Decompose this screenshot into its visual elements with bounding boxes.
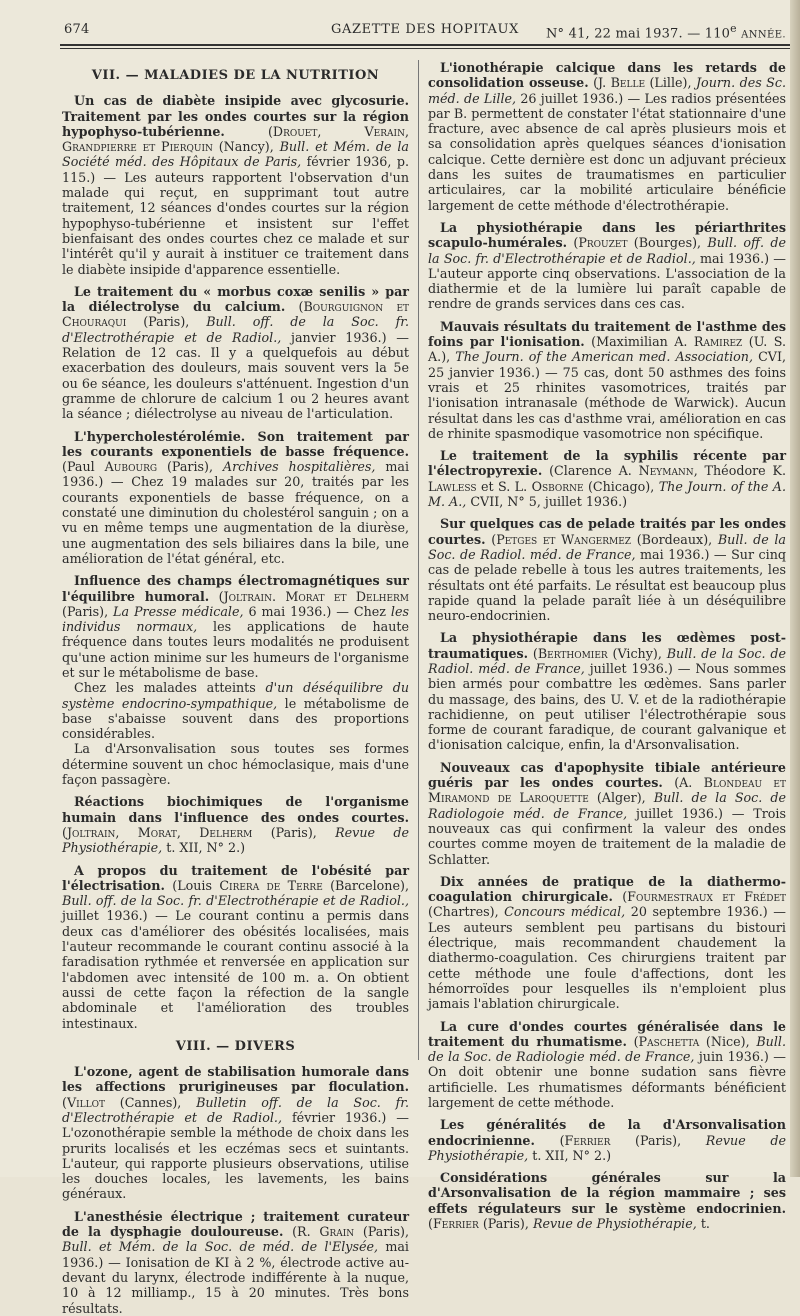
abstract-title: Le traitement du « morbus coxæ senilis » par la diélectrolyse du calcium.: [62, 283, 409, 315]
abstract-authors: Berthomier: [537, 645, 608, 661]
abstract-source: La Presse médicale,: [113, 603, 244, 619]
abstract-text: 6 mai 1936.) — Chez: [243, 603, 391, 619]
abstract-source: Concours médical,: [504, 904, 626, 920]
abstract-title: La cure d'ondes courtes généralisée dans le traitement du rhumatisme.: [428, 1018, 786, 1049]
column-divider: [418, 60, 419, 1060]
abstract-text: , Théodore K.: [693, 463, 786, 479]
abstract-anesthesie: [62, 1209, 409, 1316]
abstract-paren: (: [528, 645, 538, 661]
abstract-title: Un cas de diabète insipide avec glycosurie. Traitement par les ondes courtes sur la région hypophyso-tubérienne.: [62, 93, 409, 139]
abstract-ozone: [62, 1064, 409, 1202]
abstract-emphasis: d'un déséquilibre du système endocrino-sympathique,: [62, 680, 409, 711]
abstract-coxae: [62, 284, 409, 422]
section-title-vii: VII. — MALADIES DE LA NUTRITION: [91, 68, 380, 83]
abstract-paren: (: [567, 235, 579, 251]
abstract-place: (Barcelone),: [322, 877, 409, 893]
abstract-text: CVI, 25 janvier 1936.) — 75 cas, dont 50 asthmes des foins vrais et 25 rhinites vasomotrices, traités par l'ionisation intranasale (méthode de Warwick). Aucun résultat dans les cas d'asthme vrai, amélioration en cas de rhinite spasmodique vasomotrice non spécifique.: [428, 349, 787, 441]
abstract-authors: Ferrier: [564, 1132, 611, 1148]
abstract-source: The Journ. of the A. M. A.,: [428, 478, 786, 510]
abstract-obesite: [62, 863, 409, 1031]
abstract-oedemes: [428, 630, 786, 752]
abstract-paren: (Paul: [62, 459, 105, 475]
abstract-place: (Bourges),: [627, 235, 708, 251]
abstract-paren: (Louis: [164, 877, 220, 893]
abstract-authors: Lawless: [428, 478, 477, 494]
abstract-source: Bull. de la Soc. de Radiologoie méd. de France,: [428, 790, 787, 821]
abstract-text: mai 1936.) — Chez 19 malades sur 20, traités par les courants exponentiels de basse fréquence, on a constaté une diminution du cholestérol sanguin ; on a vu en même temps une augmentation de la diurèse, une augmentation des sels biliaires dans la bile, une amélioration de l'état général, etc.: [62, 459, 410, 566]
abstract-title: La physiothérapie dans les périarthrites scapulo-humérales.: [428, 219, 786, 251]
abstract-authors: Ferrier: [432, 1216, 479, 1232]
abstract-text: les applications de haute fréquence dans toutes leurs modalités ne produisent qu'une action minime sur les humeurs de l'organisme et sur le métabolisme de base.: [62, 619, 409, 680]
abstract-source: Bull. off. de la Soc. fr. d'Electrothérapie et de Radiol.,: [62, 893, 409, 909]
abstract-title: L'hypercholestérolémie. Son traitement par les courants exponentiels de basse fréquence.: [62, 428, 409, 459]
abstract-paren: (J.: [588, 75, 611, 91]
abstract-diathermo: [428, 874, 786, 1012]
abstract-authors: Petges et Wangermez: [496, 531, 632, 547]
left-column: [62, 60, 410, 1316]
abstract-apophysite: [428, 760, 786, 867]
abstract-source: Bull. off. de la Soc. fr. d'Electrothérapie et de Radiol.,: [428, 235, 787, 266]
abstract-authors: Ramirez: [693, 334, 743, 350]
abstract-text: t. XII, N° 2.): [528, 1147, 612, 1163]
abstract-authors: Paschetta: [638, 1033, 700, 1049]
abstract-text: le métabolisme de base s'abaisse souvent dans des proportions considérables.: [62, 695, 409, 742]
abstract-authors: Aubourg: [104, 459, 158, 475]
abstract-place: (Chicago),: [583, 478, 659, 494]
abstract-place: (Paris),: [126, 314, 207, 330]
issue-sup: e: [730, 22, 737, 35]
abstract-authors: Grain: [319, 1224, 355, 1240]
abstract-title: Considérations générales sur la d'Arsonvalisation de la région mammaire ; ses effets régulateurs sur le système endocrinien.: [428, 1170, 786, 1216]
abstract-text: 20 septembre 1936.) — Les auteurs semblent peu partisans du bistouri électrique, mais recommandent chaudement la diathermo-coagulation. Ces chirurgiens traitent par cette méthode une foule d'affections, dont les hémorroïdes pour lesquelles ils n'emploient plus jamais l'ablation chirurgicale.: [428, 904, 786, 1012]
abstract-text: t. XII, N° 2.): [162, 840, 246, 856]
abstract-text: et S. L.: [476, 478, 532, 494]
abstract-title: Mauvais résultats du traitement de l'asthme des foins par l'ionisation.: [428, 318, 786, 350]
abstract-authors: Joltrain, Morat, Delherm: [66, 824, 253, 840]
page-edge: [790, 0, 800, 1177]
abstract-text: février 1936.) — L'ozonothérapie semble la méthode de choix dans les prurits localisés et les eczémas secs et suintants. L'auteur, qui rapporte plusieurs observations, utilise les douches locales, les lavements, les bains généraux.: [62, 1110, 409, 1202]
abstract-text: mai 1936.) — Sur cinq cas de pelade rebelle à tous les autres traitements, les résultats ont été parfaits. Le résultat est beaucoup plus rapide quand la pelade paraît liée à un déséquilibre neuro-endocrinien.: [428, 546, 786, 624]
abstract-authors: Drouet, Verain, Grandpierre et Pierquin: [62, 123, 409, 155]
issue-annee: ANNÉE.: [741, 29, 786, 41]
abstract-source: Revue de Physiothérapie,: [62, 824, 409, 856]
abstract-source: Bull. off. de la Soc. fr. d'Electrothérapie et de Radiol.,: [62, 314, 409, 345]
abstract-title: Dix années de pratique de la diathermo-coagulation chirurgicale.: [428, 873, 786, 905]
abstract-source: Bull. et Mém. de la Soc. de méd. de l'Elysée,: [62, 1239, 379, 1255]
abstract-paren: (: [209, 588, 224, 604]
abstract-text: t.: [696, 1216, 710, 1232]
abstract-text: juillet 1936.) — Nous sommes bien armés pour combattre les œdèmes. Sans parler du massage, des bains, des U. V. et de la radiothérapie rachidienne, on peut utiliser l'électrothérapie sous forme de courant faradique, de courant galvanique et d'ionisation calcique, enfin, la d'Arsonvalisation.: [428, 660, 786, 753]
abstract-cholesterol: [62, 429, 409, 567]
abstract-title: L'anesthésie électrique ; traitement curateur de la dysphagie douloureuse.: [62, 1208, 409, 1240]
abstract-place: (Nancy),: [218, 139, 280, 155]
abstract-title: L'ozone, agent de stabilisation humorale dans les affections prurigineuses par floculation.: [62, 1064, 409, 1095]
abstract-paren: (: [428, 1216, 433, 1232]
abstract-text: Chez les malades atteints: [74, 680, 266, 696]
abstract-source: Bulletin off. de la Soc. fr. d'Electrothérapie et de Radiol.,: [62, 1094, 409, 1125]
abstract-paren: (: [485, 531, 497, 547]
abstract-title: Influence des champs électromagnétiques sur l'équilibre humoral.: [62, 573, 409, 604]
header-rule: [60, 44, 790, 46]
abstract-source: Archives hospitalières,: [222, 459, 376, 475]
abstract-periarthrites: [428, 220, 786, 312]
abstract-text: juin 1936.) — On doit obtenir une bonne sudation sans fièvre artificielle. Les rhumatismes déformants bénéficient largement de cette méthode.: [428, 1049, 786, 1110]
abstract-text: février 1936, p. 115.) — Les auteurs rapportent l'observation d'un malade qui reçut, en supprimant tout autre traitement, 12 séances d'ondes courtes sur la région hypophyso-tubérienne et insistent sur l'effet bienfaisant des ondes courtes chez ce malade et sur l'intérêt qu'il y aurait à instituer ce traitement dans le diabète insipide d'apparence essentielle.: [62, 154, 409, 277]
abstract-place: (Nice),: [699, 1033, 757, 1049]
abstract-text: juillet 1936.) — Le courant continu a permis dans deux cas d'améliorer des obésités localisées, mais l'auteur recommande le courant continu associé à la faradisation rythmée et renversée en application sur l'abdomen avec intensité de 100 m. a. On obtient aussi de cette façon la réfection de la sangle abdominale et l'amélioration des troubles intestinaux.: [62, 908, 409, 1031]
abstract-authors: Neymann: [638, 463, 694, 479]
abstract-paren: (: [626, 1033, 639, 1049]
abstract-asthme: [428, 319, 786, 441]
abstract-authors: Prouzet: [578, 235, 628, 251]
header-rule-thin: [60, 48, 790, 49]
abstract-authors: Osborne: [531, 478, 584, 494]
abstract-pelade: [428, 516, 786, 623]
abstract-authors: Fourmestraux et Frédet: [627, 889, 787, 905]
issue-date: N° 41, 22 mai 1937. — 110: [545, 26, 731, 42]
issue-info: [546, 22, 786, 41]
abstract-source: Journ. des Sc. méd. de Lille,: [428, 75, 786, 106]
right-column: [428, 60, 787, 1232]
abstract-title: Le traitement de la syphilis récente par l'électropyrexie.: [428, 448, 786, 479]
abstract-paren: (: [534, 1132, 565, 1148]
abstract-ionotherapie: [428, 60, 786, 213]
abstract-paren: (R.: [283, 1224, 320, 1240]
abstract-place: (Paris),: [610, 1132, 706, 1148]
abstract-text: mai 1936.) — Ionisation de KI à 2 %, électrode active au-devant du larynx, électrode indifférente à la nuque, 10 à 12 milliamp., 15 à 20 minutes. Très bons résultats.: [62, 1239, 409, 1316]
abstract-place: (Paris),: [354, 1224, 409, 1240]
abstract-place: (Paris),: [478, 1216, 533, 1232]
abstract-diabete: [62, 93, 409, 277]
abstract-authors: Bourguignon et Chouraqui: [62, 299, 410, 330]
abstract-title: Les généralités de la d'Arsonvalisation endocrinienne.: [428, 1117, 786, 1148]
abstract-authors: Blondeau et Miramond de Laroquette: [428, 775, 786, 806]
abstract-reactions: [62, 794, 409, 855]
abstract-generalites: [428, 1117, 786, 1163]
running-header: [60, 22, 790, 44]
section-title-viii: VIII. — DIVERS: [175, 1038, 296, 1054]
abstract-place: (Lille),: [645, 75, 696, 91]
abstract-text: janvier 1936.) — Relation de 12 cas. Il y a quelquefois au début exacerbation des douleurs, mais souvent vers la 5e ou 6e séance, les douleurs s'atténuent. Ingestion d'un gramme de chlorure de calcium 1 ou 2 heures avant la séance ; diélectrolyse au niveau de l'articulation.: [62, 329, 410, 422]
journal-title: GAZETTE DES HOPITAUX: [331, 22, 519, 37]
abstract-place: (Paris),: [252, 824, 336, 840]
abstract-source: Revue de Physiothérapie,: [532, 1216, 697, 1232]
abstract-title: Nouveaux cas d'apophysite tibiale antérieure guéris par les ondes courtes.: [428, 759, 786, 791]
abstract-syphilis: [428, 448, 786, 509]
abstract-paren: (: [62, 1094, 67, 1110]
abstract-place: (Alger),: [588, 790, 654, 806]
abstract-text: 26 juillet 1936.) — Les radios présentées par B. permettent de constater l'état stationnaire d'une fracture, avec absence de cal après plusieurs mois et sa consolidation après quelques séances d'ionisation calcique. Cette dernière est donc un adjuvant précieux dans les suites de traumatismes en particulier articulaires, car la mobilité articulaire bénéficie largement de cette méthode d'électrothérapie.: [428, 90, 787, 213]
abstract-authors: Belle: [610, 75, 646, 91]
abstract-authors: Villot: [66, 1094, 106, 1110]
abstract-champs: [62, 573, 409, 680]
abstract-place: (Vichy),: [607, 645, 667, 661]
abstract-place: (Bordeaux),: [631, 531, 718, 547]
abstract-place: (Paris),: [62, 603, 114, 619]
abstract-title: Sur quelques cas de pelade traités par les ondes courtes.: [428, 516, 786, 547]
abstract-paren: (: [267, 123, 273, 139]
page-number: 674: [64, 22, 90, 37]
abstract-mammaire: [428, 1170, 786, 1231]
abstract-champs-para3: La d'Arsonvalisation sous toutes ses formes détermine souvent un choc hémoclasique, mais d'une façon passagère.: [62, 741, 409, 788]
abstract-paren: (: [62, 824, 67, 840]
abstract-rhumatisme: [428, 1019, 786, 1111]
abstract-source: Bull. et Mém. de la Société méd. des Hôpitaux de Paris,: [62, 139, 409, 170]
abstract-source: Bull. de la Soc. de Radiol. méd. de France,: [428, 531, 786, 562]
abstract-title: La physiothérapie dans les œdèmes post-traumatiques.: [428, 630, 786, 661]
abstract-source: Revue de Physiothérapie,: [428, 1132, 786, 1163]
abstract-place: (Paris),: [157, 459, 223, 475]
abstract-source: Bull. de la Soc. de Radiologie méd. de France,: [428, 1033, 787, 1065]
abstract-authors: Cirera de Terre: [219, 877, 323, 893]
abstract-place: (Cannes),: [105, 1094, 197, 1110]
abstract-title: L'ionothérapie calcique dans les retards de consolidation osseuse.: [428, 60, 786, 91]
abstract-paren: (Maximilian A.: [584, 334, 694, 350]
abstract-champs-para2: [62, 680, 409, 741]
abstract-title: Réactions biochimiques de l'organisme humain dans l'influence des ondes courtes.: [62, 794, 409, 825]
abstract-emphasis: les individus normaux,: [62, 603, 409, 635]
abstract-text: mai 1936.) — L'auteur apporte cinq observations. L'association de la diathermie et de la lumière lui paraît capable de rendre de grands services dans ces cas.: [428, 250, 786, 312]
abstract-source: Bull. de la Soc. de Radiol. méd. de France,: [428, 645, 786, 676]
abstract-text: juillet 1936.) — Trois nouveaux cas qui confirment la valeur des ondes courtes comme moyen de traitement de la maladie de Schlatter.: [428, 805, 786, 867]
abstract-paren: (: [612, 889, 628, 905]
abstract-source: The Journ. of the American med. Association,: [455, 349, 754, 365]
abstract-text: CVII, N° 5, juillet 1936.): [466, 494, 628, 510]
abstract-paren: (Clarence A.: [542, 463, 639, 479]
abstract-authors: Joltrain. Morat et Delherm: [223, 588, 410, 604]
abstract-place: (U. S. A.),: [428, 334, 786, 365]
abstract-paren: (: [285, 299, 304, 315]
abstract-title: A propos du traitement de l'obésité par l'électrisation.: [62, 862, 409, 893]
abstract-place: (Chartres),: [428, 904, 505, 920]
abstract-paren: (A.: [662, 775, 704, 791]
